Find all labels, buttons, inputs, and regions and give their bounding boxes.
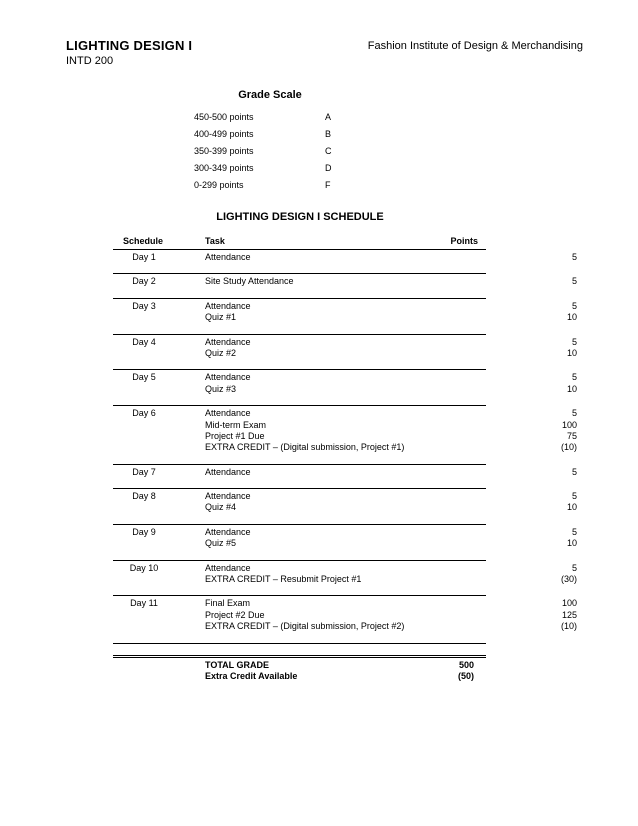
task-line [205,621,577,632]
table-row [113,274,577,298]
task-line [205,347,577,359]
grade-scale-title: Grade Scale [238,89,302,101]
task-name: Quiz #2 [205,347,237,358]
task-line [205,538,577,549]
task-line [205,491,577,502]
total-label: Extra Credit Available [205,670,298,681]
task-list [205,408,577,454]
task-line [205,383,577,395]
grade-letter: A [325,112,332,122]
schedule-day: Day 1 [132,252,156,262]
grade-range: 350-399 points [194,146,254,156]
task-points: 5 [571,336,577,347]
task-points: 5 [571,252,577,262]
task-points: 5 [571,408,577,419]
task-list [205,598,577,632]
schedule-title: LIGHTING DESIGN I SCHEDULE [216,211,384,223]
table-row [113,406,577,465]
task-line [205,336,577,348]
task-points: 5 [571,372,577,383]
task-name: Quiz #4 [205,502,237,513]
table-header [113,236,486,250]
grade-scale-row [194,146,394,163]
schedule-day: Day 9 [132,526,156,537]
task-points: (10) [560,442,577,453]
table-row [113,561,577,597]
task-points: (10) [560,621,577,632]
task-points: (30) [560,574,577,585]
task-points: 5 [571,491,577,502]
task-name: Project #1 Due [205,430,265,441]
schedule-day: Day 4 [132,336,156,347]
schedule-table [113,236,577,682]
task-name: Attendance [205,408,251,419]
task-list [205,562,577,586]
total-row [113,671,486,682]
header-points: Points [450,236,478,246]
schedule-day: Day 8 [132,491,156,502]
table-row [113,525,577,561]
task-points: 100 [561,598,577,609]
grade-letter: D [325,163,332,173]
task-line [205,574,577,585]
table-row [113,465,577,489]
task-name: EXTRA CREDIT – (Digital submission, Project #1) [205,442,405,453]
task-points: 5 [571,562,577,573]
course-code: INTD 200 [66,55,114,67]
institution-name: Fashion Institute of Design & Merchandising [367,40,583,52]
task-name: Attendance [205,336,251,347]
task-line [205,252,577,263]
task-name: Site Study Attendance [205,276,294,287]
total-label: TOTAL GRADE [205,659,270,670]
grade-range: 300-349 points [194,163,254,173]
table-row [113,489,577,525]
task-name: EXTRA CREDIT – Resubmit Project #1 [205,574,362,585]
task-line [205,442,577,453]
grade-range: 0-299 points [194,180,244,190]
task-points: 10 [566,383,577,394]
task-points: 75 [566,430,577,441]
task-line [205,419,577,431]
task-line [205,598,577,609]
task-list [205,336,577,360]
task-name: Attendance [205,562,251,573]
task-name: Final Exam [205,598,251,609]
table-row [113,370,577,406]
task-line [205,312,577,323]
grade-scale-row [194,129,394,146]
task-name: Quiz #5 [205,538,237,549]
schedule-rows [113,250,577,644]
total-value: (50) [457,670,474,681]
task-name: Project #2 Due [205,609,265,620]
task-points: 125 [561,609,577,620]
schedule-day: Day 2 [132,276,156,287]
total-row [113,660,486,671]
task-name: Attendance [205,526,251,537]
task-list [205,372,577,395]
schedule-day: Day 5 [132,372,156,383]
task-line [205,466,577,478]
grade-scale-row [194,163,394,180]
task-points: 10 [566,538,577,549]
task-points: 5 [571,466,577,477]
task-line [205,502,577,513]
task-line [205,276,577,287]
schedule-day: Day 6 [132,408,156,419]
schedule-day: Day 10 [129,562,159,573]
header-task: Task [205,236,225,246]
task-line [205,408,577,419]
task-name: Attendance [205,491,251,502]
grade-letter: F [325,180,331,190]
table-row [113,596,577,643]
schedule-day: Day 7 [132,466,156,477]
document-title: LIGHTING DESIGN I [66,38,193,53]
table-row [113,299,577,335]
total-value: 500 [458,659,474,670]
task-points: 10 [566,502,577,513]
task-name: EXTRA CREDIT – (Digital submission, Project #2) [205,621,405,632]
task-list [205,466,577,478]
task-points: 5 [571,276,577,287]
task-line [205,300,577,312]
grade-scale-row [194,180,394,197]
task-line [205,372,577,383]
task-line [205,526,577,538]
schedule-day: Day 3 [132,300,156,311]
task-line [205,562,577,574]
task-name: Attendance [205,252,251,262]
task-name: Quiz #1 [205,312,237,323]
task-points: 10 [566,347,577,358]
grade-letter: C [325,146,332,156]
schedule-day: Day 11 [130,598,158,609]
totals-section [113,655,486,683]
grade-scale-list [194,112,394,197]
header-schedule: Schedule [123,236,164,246]
grade-range: 450-500 points [194,112,254,122]
task-name: Quiz #3 [205,383,237,394]
grade-range: 400-499 points [194,129,254,139]
task-list [205,491,577,514]
task-name: Mid-term Exam [205,419,267,430]
task-list [205,526,577,550]
task-points: 10 [566,312,577,323]
table-row [113,335,577,371]
task-list [205,300,577,324]
task-line [205,430,577,442]
task-name: Attendance [205,466,251,477]
task-line [205,609,577,621]
task-points: 5 [571,526,577,537]
task-points: 100 [561,419,577,430]
grade-letter: B [325,129,332,139]
task-list [205,276,577,287]
table-row [113,250,577,274]
task-name: Attendance [205,372,251,383]
task-list [205,252,577,263]
task-points: 5 [571,300,577,311]
task-name: Attendance [205,300,251,311]
grade-scale-row [194,112,394,129]
